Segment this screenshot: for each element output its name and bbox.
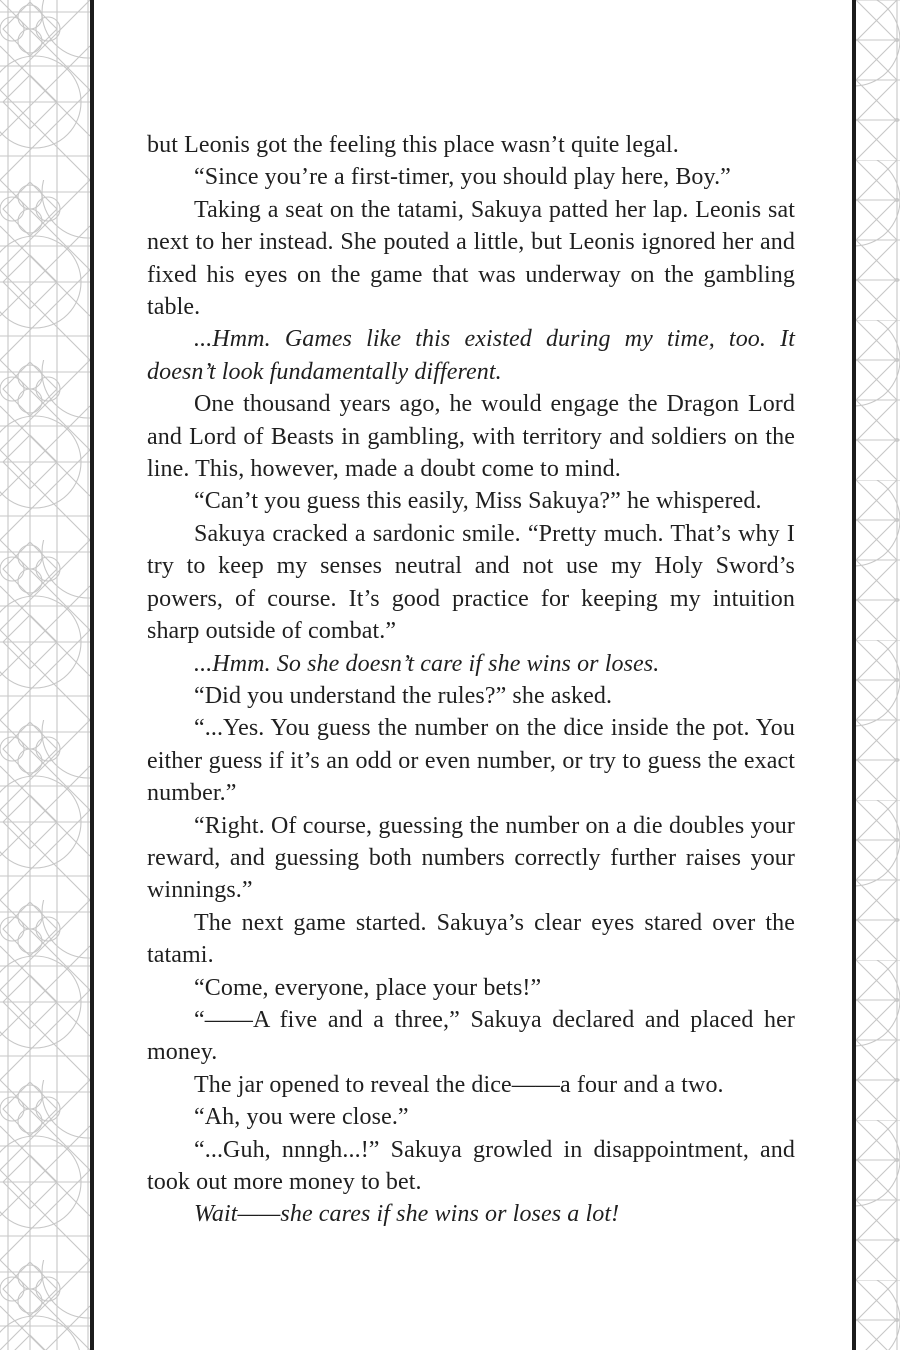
- paragraph: “Can’t you guess this easily, Miss Sakuya?” he whispered.: [194, 488, 762, 515]
- page-text-block: [147, 129, 795, 1231]
- paragraph: “——A five and a three,” Sakuya declared and placed her money.: [147, 1006, 795, 1066]
- paragraph: “...Guh, nnngh...!” Sakuya growled in disappointment, and took out more money to bet.: [147, 1136, 795, 1195]
- paragraph: Sakuya cracked a sardonic smile. “Pretty much. That’s why I try to keep my senses neutral and not use my Holy Sword’s powers, of course. It’s good practice for keeping my intuition sharp outside of combat.”: [147, 520, 795, 645]
- paragraph: “Did you understand the rules?” she asked.: [194, 682, 613, 709]
- paragraph: “Since you’re a first-timer, you should play here, Boy.”: [194, 164, 731, 191]
- paragraph: “Come, everyone, place your bets!”: [194, 974, 542, 1001]
- left-frame-rule: [90, 0, 94, 1350]
- paragraph-inner-monologue: ...Hmm. So she doesn’t care if she wins or loses.: [194, 650, 660, 677]
- paragraph-inner-monologue: Wait——she cares if she wins or loses a lot!: [194, 1201, 620, 1228]
- paragraph: Taking a seat on the tatami, Sakuya patted her lap. Leonis sat next to her instead. She pouted a little, but Leonis ignored her and fixed his eyes on the game that was underway on the gambling table.: [147, 196, 795, 321]
- paragraph: “Right. Of course, guessing the number on a die doubles your reward, and guessing both numbers correctly further raises your winnings.”: [147, 812, 795, 904]
- paragraph: but Leonis got the feeling this place wasn’t quite legal.: [147, 132, 679, 158]
- paragraph: One thousand years ago, he would engage the Dragon Lord and Lord of Beasts in gambling, with territory and soldiers on the line. This, however, made a doubt come to mind.: [147, 391, 795, 483]
- paragraph: “Ah, you were close.”: [194, 1104, 409, 1131]
- right-ornament-border: [856, 0, 900, 1350]
- paragraph: The jar opened to reveal the dice——a four and a two.: [194, 1071, 724, 1098]
- paragraph: “...Yes. You guess the number on the dice inside the pot. You either guess if it’s an odd or even number, or try to guess the exact number.”: [147, 715, 795, 807]
- paragraph: The next game started. Sakuya’s clear eyes stared over the tatami.: [147, 909, 795, 969]
- right-frame-rule: [852, 0, 856, 1350]
- paragraph-inner-monologue: ...Hmm. Games like this existed during my time, too. It doesn’t look fundamentally different.: [147, 326, 795, 385]
- left-ornament-border: [0, 0, 90, 1350]
